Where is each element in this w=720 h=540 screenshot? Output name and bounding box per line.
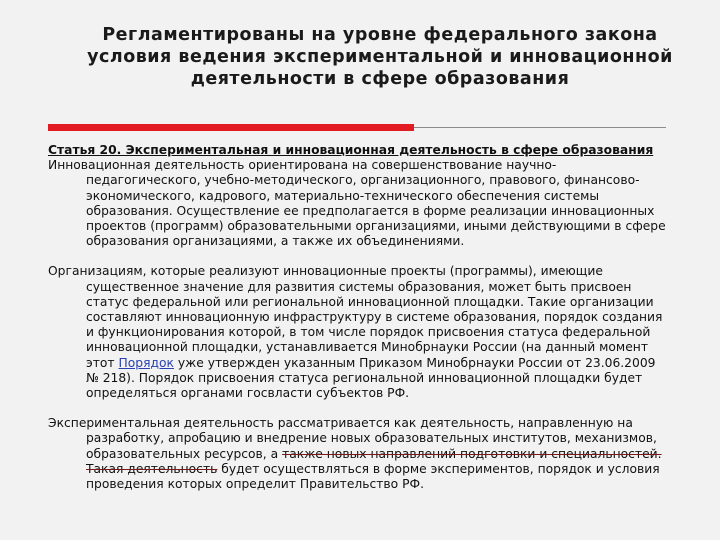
paragraph-experimental-text-3: будет осуществляться в форме экспериментов, порядок и условия проведения которых определит Правительство РФ. — [86, 461, 660, 492]
paragraph-experimental-struck-text: также новых направлений подготовки и специальностей. Такая деятельность — [86, 446, 662, 476]
article-heading: Статья 20. Экспериментальная и инновационная деятельность в сфере образования — [48, 143, 654, 157]
paragraph-experimental-text-1: Экспериментальная деятельность рассматривается как деятельность, направленную на разработку, апробацию и внедрение новых образовательных институтов, механизмов, образовательных ресурсов, а — [48, 416, 657, 461]
paragraph-experimental — [48, 416, 670, 492]
accent-bar — [48, 124, 414, 131]
divider-line — [414, 127, 666, 128]
article-body — [48, 143, 670, 492]
procedure-link[interactable]: Порядок — [118, 355, 174, 370]
slide-title: Регламентированы на уровне федерального закона условия ведения экспериментальной и инновационной деятельности в сфере образования — [87, 25, 673, 89]
paragraph-organizations — [48, 264, 670, 401]
paragraph-organizations-text-end: уже утвержден указанным Приказом Минобрнауки России от 23.06.2009 № 218). Порядок присвоения статуса региональной инновационной площадки будет определяться органами госвласти субъектов РФ. — [86, 355, 656, 401]
paragraph-innovation: Инновационная деятельность ориентирована на совершенствование научно-педагогического, учебно-методического, организационного, правового, финансово-экономического, кадрового, материально-технического обеспечения системы образования. Осуществление ее предполагается в форме реализации инновационных проектов (программ) образовательными организациями, иными действующими в сфере образования организациями, а также их объединениями. — [48, 158, 666, 249]
paragraph-organizations-text-start: Организациям, которые реализуют инновационные проекты (программы), имеющие существенное значение для развития системы образования, может быть присвоен статус федеральной или региональной инновационной площадки. Такие организации составляют инновационную инфраструктуру в системе образования, порядок создания и функционирования которой, в том числе порядок присвоения статуса федеральной инновационной площадки, устанавливается Минобрнауки России (на данный момент этот — [48, 264, 663, 370]
